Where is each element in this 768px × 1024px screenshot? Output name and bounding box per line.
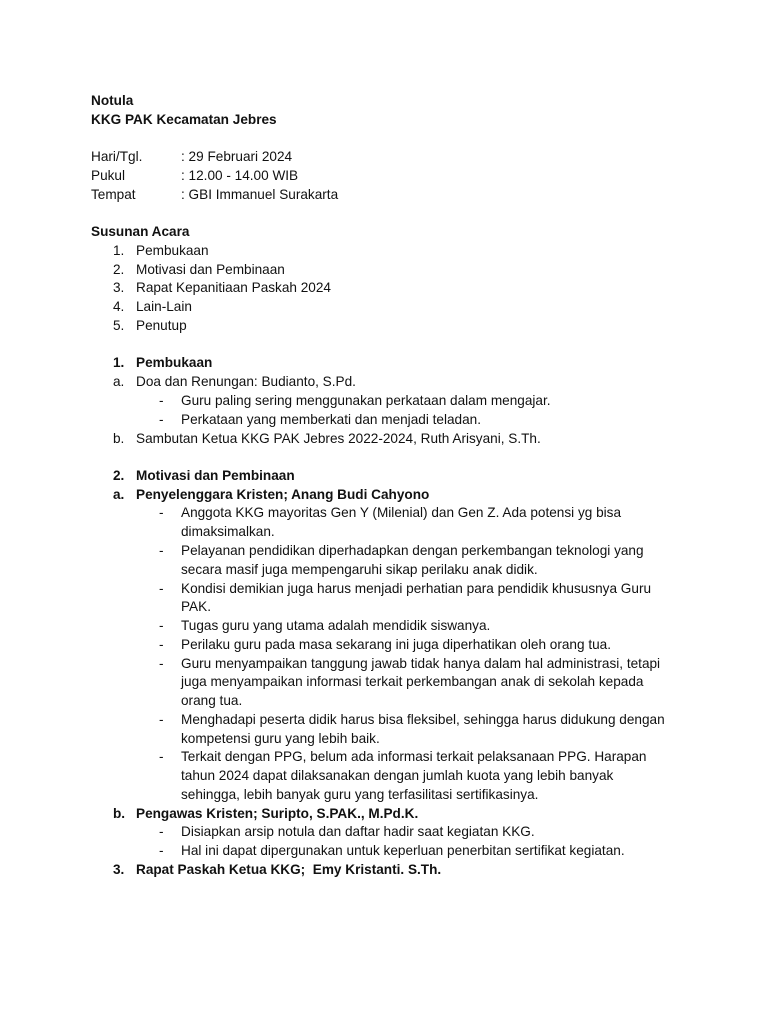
list-marker: a. [113,487,125,502]
list-marker: a. [113,374,125,389]
info-label-place: Tempat [91,187,136,202]
section-number: 2. [113,468,125,483]
agenda-num: 3. [113,280,125,295]
bullet-dash: - [159,393,164,408]
bullet-text: Anggota KKG mayoritas Gen Y (Milenial) dan Gen Z. Ada potensi yg bisa [181,505,622,520]
bullet-text: Perilaku guru pada masa sekarang ini juga diperhatikan oleh orang tua. [181,637,611,652]
info-value-day: : 29 Februari 2024 [181,149,293,164]
bullet-dash: - [159,412,164,427]
bullet-text: Tugas guru yang utama adalah mendidik siswanya. [181,618,491,633]
agenda-num: 4. [113,299,125,314]
agenda-item: Lain-Lain [136,299,192,314]
bullet-dash: - [159,843,164,858]
info-label-day: Hari/Tgl. [91,149,143,164]
bullet-dash: - [159,618,164,633]
agenda-item: Penutup [136,318,187,333]
subsection-text: Sambutan Ketua KKG PAK Jebres 2022-2024, Ruth Arisyani, S.Th. [136,431,541,446]
list-marker: b. [113,431,125,446]
bullet-dash: - [159,637,164,652]
agenda-heading: Susunan Acara [91,224,190,239]
bullet-text: sehingga, lebih banyak guru yang terfasilitasi sertifikasinya. [181,787,539,802]
info-value-place: : GBI Immanuel Surakarta [181,187,339,202]
bullet-text: Pelayanan pendidikan diperhadapkan dengan perkembangan teknologi yang [181,543,644,558]
info-value-time: : 12.00 - 14.00 WIB [181,168,299,183]
doc-title: Notula [91,93,134,108]
agenda-item: Motivasi dan Pembinaan [136,262,285,277]
bullet-text: Disiapkan arsip notula dan daftar hadir saat kegiatan KKG. [181,824,535,839]
bullet-text: Kondisi demikian juga harus menjadi perhatian para pendidik khususnya Guru [181,581,652,596]
section-heading: Rapat Paskah Ketua KKG; Emy Kristanti. S.Th. [136,862,442,877]
bullet-text: Terkait dengan PPG, belum ada informasi terkait pelaksanaan PPG. Harapan [181,749,647,764]
section-heading: Pembukaan [136,355,213,370]
subsection-text: Doa dan Renungan: Budianto, S.Pd. [136,374,356,389]
section-number: 1. [113,355,125,370]
bullet-dash: - [159,749,164,764]
subsection-heading: Penyelenggara Kristen; Anang Budi Cahyono [136,487,430,502]
agenda-item: Rapat Kepanitiaan Paskah 2024 [136,280,331,295]
bullet-text: secara masif juga mempengaruhi sikap perilaku anak didik. [181,562,538,577]
bullet-dash: - [159,505,164,520]
bullet-text: juga menyampaikan informasi terkait perkembangan anak di sekolah kepada [181,674,644,689]
agenda-num: 5. [113,318,125,333]
bullet-text: Perkataan yang memberkati dan menjadi teladan. [181,412,481,427]
bullet-text: PAK. [181,599,211,614]
agenda-item: Pembukaan [136,243,209,258]
subsection-heading: Pengawas Kristen; Suripto, S.PAK., M.Pd.K. [136,806,419,821]
list-marker: b. [113,806,126,821]
agenda-num: 2. [113,262,125,277]
bullet-text: Guru menyampaikan tanggung jawab tidak hanya dalam hal administrasi, tetapi [181,656,661,671]
bullet-text: tahun 2024 dapat dilaksanakan dengan jumlah kuota yang lebih banyak [181,768,614,783]
bullet-dash: - [159,581,164,596]
bullet-text: Hal ini dapat dipergunakan untuk keperluan penerbitan sertifikat kegiatan. [181,843,625,858]
doc-subtitle: KKG PAK Kecamatan Jebres [91,112,277,127]
bullet-dash: - [159,543,164,558]
bullet-dash: - [159,712,164,727]
bullet-dash: - [159,656,164,671]
bullet-text: Menghadapi peserta didik harus bisa fleksibel, sehingga harus didukung dengan [181,712,665,727]
bullet-text: orang tua. [181,693,243,708]
bullet-text: dimaksimalkan. [181,524,275,539]
bullet-text: Guru paling sering menggunakan perkataan dalam mengajar. [181,393,551,408]
bullet-text: kompetensi guru yang lebih baik. [181,731,380,746]
info-label-time: Pukul [91,168,126,183]
section-number: 3. [113,862,125,877]
bullet-dash: - [159,824,164,839]
agenda-num: 1. [113,243,125,258]
section-heading: Motivasi dan Pembinaan [136,468,295,483]
